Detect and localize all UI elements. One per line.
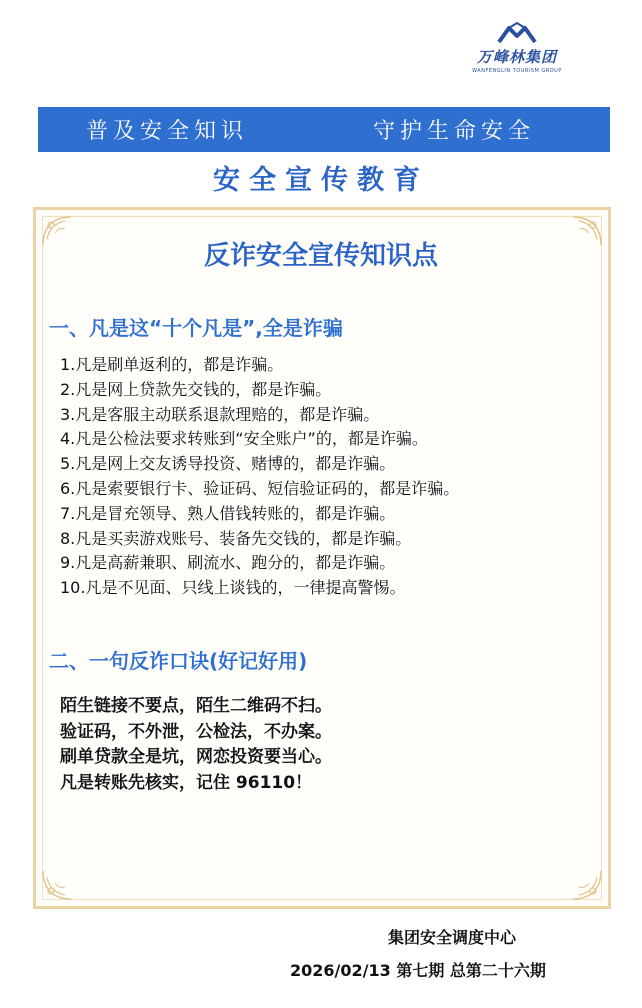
card-title: 反诈安全宣传知识点 xyxy=(203,241,438,271)
list-item: 10.凡是不见面、只线上谈钱的，一律提高警惕。 xyxy=(60,578,406,598)
list-item: 7.凡是冒充领导、熟人借钱转账的，都是诈骗。 xyxy=(60,503,396,523)
page-title: 安全宣传教育 xyxy=(213,165,429,196)
banner-right-text: 守护生命安全 xyxy=(373,119,536,144)
list-item: 6.凡是索要银行卡、验证码、短信验证码的，都是诈骗。 xyxy=(60,478,460,498)
list-item: 1.凡是刷单返利的，都是诈骗。 xyxy=(60,355,284,374)
section-heading-ten-rules: 一、凡是这“十个凡是”,全是诈骗 xyxy=(49,316,343,340)
company-logo xyxy=(462,22,572,74)
chant-line: 凡是转账先核实，记住 96110！ xyxy=(60,772,313,793)
chant-line: 刷单贷款全是坑，网恋投资要当心。 xyxy=(60,747,332,767)
section-heading-chant: 二、一句反诈口诀(好记好用) xyxy=(49,649,308,673)
logo-subtitle: WANFENGLIN TOURISM GROUP xyxy=(472,68,562,74)
issue-info: 2026/02/13 第七期 总第二十六期 xyxy=(290,961,546,980)
list-item: 2.凡是网上贷款先交钱的，都是诈骗。 xyxy=(60,379,332,399)
banner-left-text: 普及安全知识 xyxy=(86,119,249,144)
logo-name: 万峰林集团 xyxy=(476,48,557,66)
chant-line: 验证码，不外泄，公检法，不办案。 xyxy=(60,721,332,742)
mountain-logo-icon xyxy=(497,22,537,44)
corner-ornament-icon xyxy=(41,867,75,901)
rules-list xyxy=(60,353,459,601)
slogan-banner xyxy=(38,107,610,152)
list-item: 4.凡是公检法要求转账到“安全账户”的，都是诈骗。 xyxy=(60,429,428,449)
chant-block xyxy=(60,694,332,796)
list-item: 3.凡是客服主动联系退款理赔的，都是诈骗。 xyxy=(60,404,380,424)
department-signature: 集团安全调度中心 xyxy=(388,928,517,947)
chant-line: 陌生链接不要点，陌生二维码不扫。 xyxy=(60,696,332,716)
list-item: 9.凡是高薪兼职、刷流水、跑分的，都是诈骗。 xyxy=(60,553,396,573)
corner-ornament-icon xyxy=(569,867,603,901)
list-item: 5.凡是网上交友诱导投资、赌博的，都是诈骗。 xyxy=(60,454,396,474)
list-item: 8.凡是买卖游戏账号、装备先交钱的，都是诈骗。 xyxy=(60,528,412,548)
